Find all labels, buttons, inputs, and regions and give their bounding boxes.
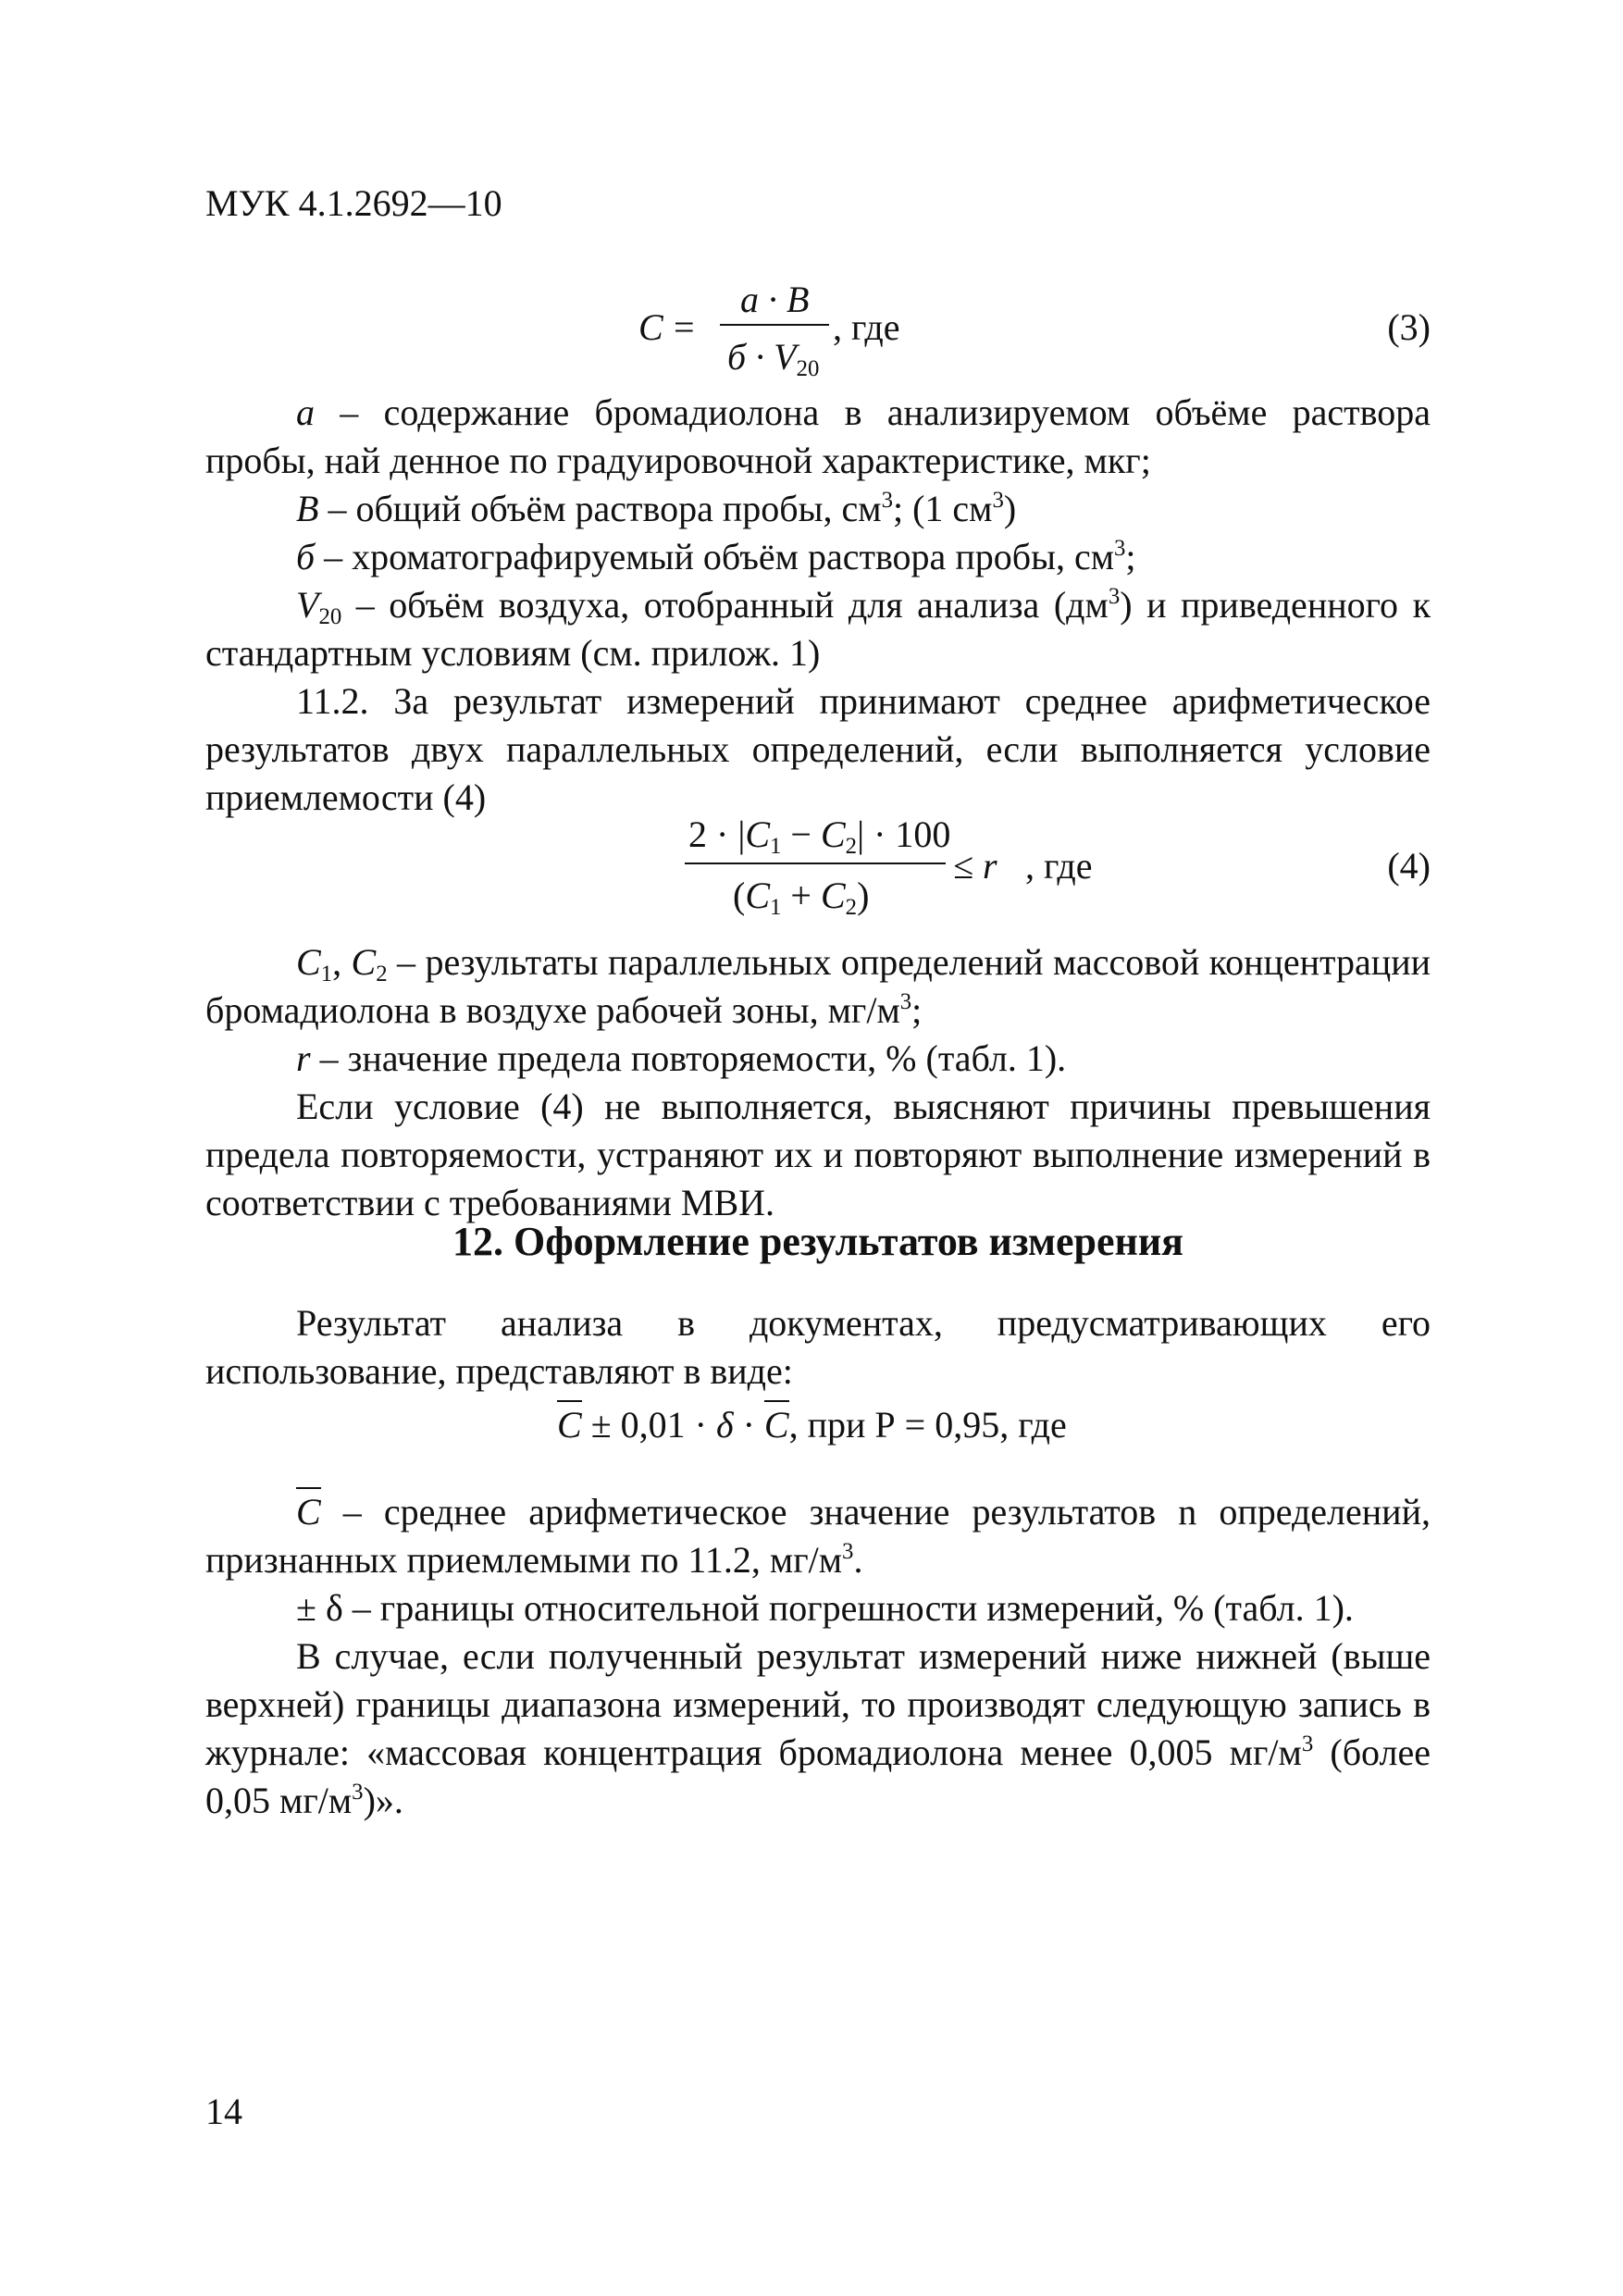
formula-3-lhs: C bbox=[638, 306, 663, 348]
formula-4-denominator: (C1 + C2) bbox=[733, 875, 870, 920]
formula-4-relation: ≤ r bbox=[953, 845, 997, 887]
definition-b: б – хроматографируемый объём раствора пробы, $см^3$; bbox=[296, 535, 1136, 577]
definition-B: В – общий объём раствора пробы, $см^3$; (1 $см^3$) bbox=[296, 487, 1017, 529]
paragraph-out-of-range: В случае, если полученный результат измерений ниже нижней (выше верхней) границы диапазона измерений, то производят следующую запись в журнале: «массовая концентрация бромадиолона менее 0,005 $мг/м^3$ (более 0,05 $мг/м^3$)». bbox=[205, 1635, 1431, 1821]
formula-4-where: , где bbox=[1025, 845, 1093, 887]
formula-3-numerator: a · B bbox=[740, 279, 810, 320]
section-12-intro: Результат анализа в документах, предусматривающих его использование, представляют в виде: bbox=[205, 1302, 1431, 1392]
result-formula-c-mean: C bbox=[557, 1400, 582, 1446]
formula-3-number: (3) bbox=[1387, 306, 1431, 348]
definition-r: r – значение предела повторяемости, % (табл. 1). bbox=[296, 1037, 1067, 1079]
definition-V20: V20 – объём воздуха, отобранный для анализа $(дм^3)$ и приведенного к стандартным условиям (см. прилож. 1) bbox=[205, 583, 1431, 674]
formula-4-numerator: 2 · |C1 − C2| · 100 bbox=[688, 813, 951, 859]
document-code-header: МУК 4.1.2692—10 bbox=[205, 182, 502, 224]
formula-4-number: (4) bbox=[1387, 845, 1431, 887]
definition-c-mean: C – среднее арифметическое значение результатов n определений, признанных приемлемыми по 11.2, $мг/м^3$. bbox=[205, 1488, 1431, 1584]
formula-3-where: , где bbox=[833, 306, 900, 348]
definition-a: а – содержание бромадиолона в анализируемом объёме раствора пробы, най денное по градуировочной характеристике, мкг; bbox=[205, 391, 1431, 481]
result-formula: C ± 0,01 · δ · C, при Р = 0,95, где bbox=[557, 1403, 1067, 1446]
section-12-heading: 12. Оформление результатов измерения bbox=[452, 1219, 1183, 1264]
page-number: 14 bbox=[205, 2091, 242, 2132]
formula-3-denominator: б · V20 bbox=[727, 336, 820, 381]
formula-3-fraction-bar bbox=[720, 324, 829, 326]
result-formula-c-mean-2: C bbox=[764, 1400, 789, 1446]
formula-4-fraction-bar bbox=[685, 863, 946, 864]
definition-delta: ± δ – границы относительной погрешности измерений, % (табл. 1). bbox=[296, 1587, 1354, 1629]
formula-3-equals: = bbox=[674, 306, 695, 348]
paragraph-11-2: 11.2. За результат измерений принимают среднее арифметическое результатов двух параллельных определений, если выполняется условие приемлемости (4) bbox=[205, 680, 1431, 818]
definition-c1-c2: C1, C2 – результаты параллельных определений массовой концентрации бромадиолона в воздухе рабочей зоны, $мг/м^3$; bbox=[205, 941, 1431, 1031]
paragraph-if-not-met: Если условие (4) не выполняется, выясняют причины превышения предела повторяемости, устраняют их и повторяют выполнение измерений в соответствии с требованиями МВИ. bbox=[205, 1086, 1431, 1223]
